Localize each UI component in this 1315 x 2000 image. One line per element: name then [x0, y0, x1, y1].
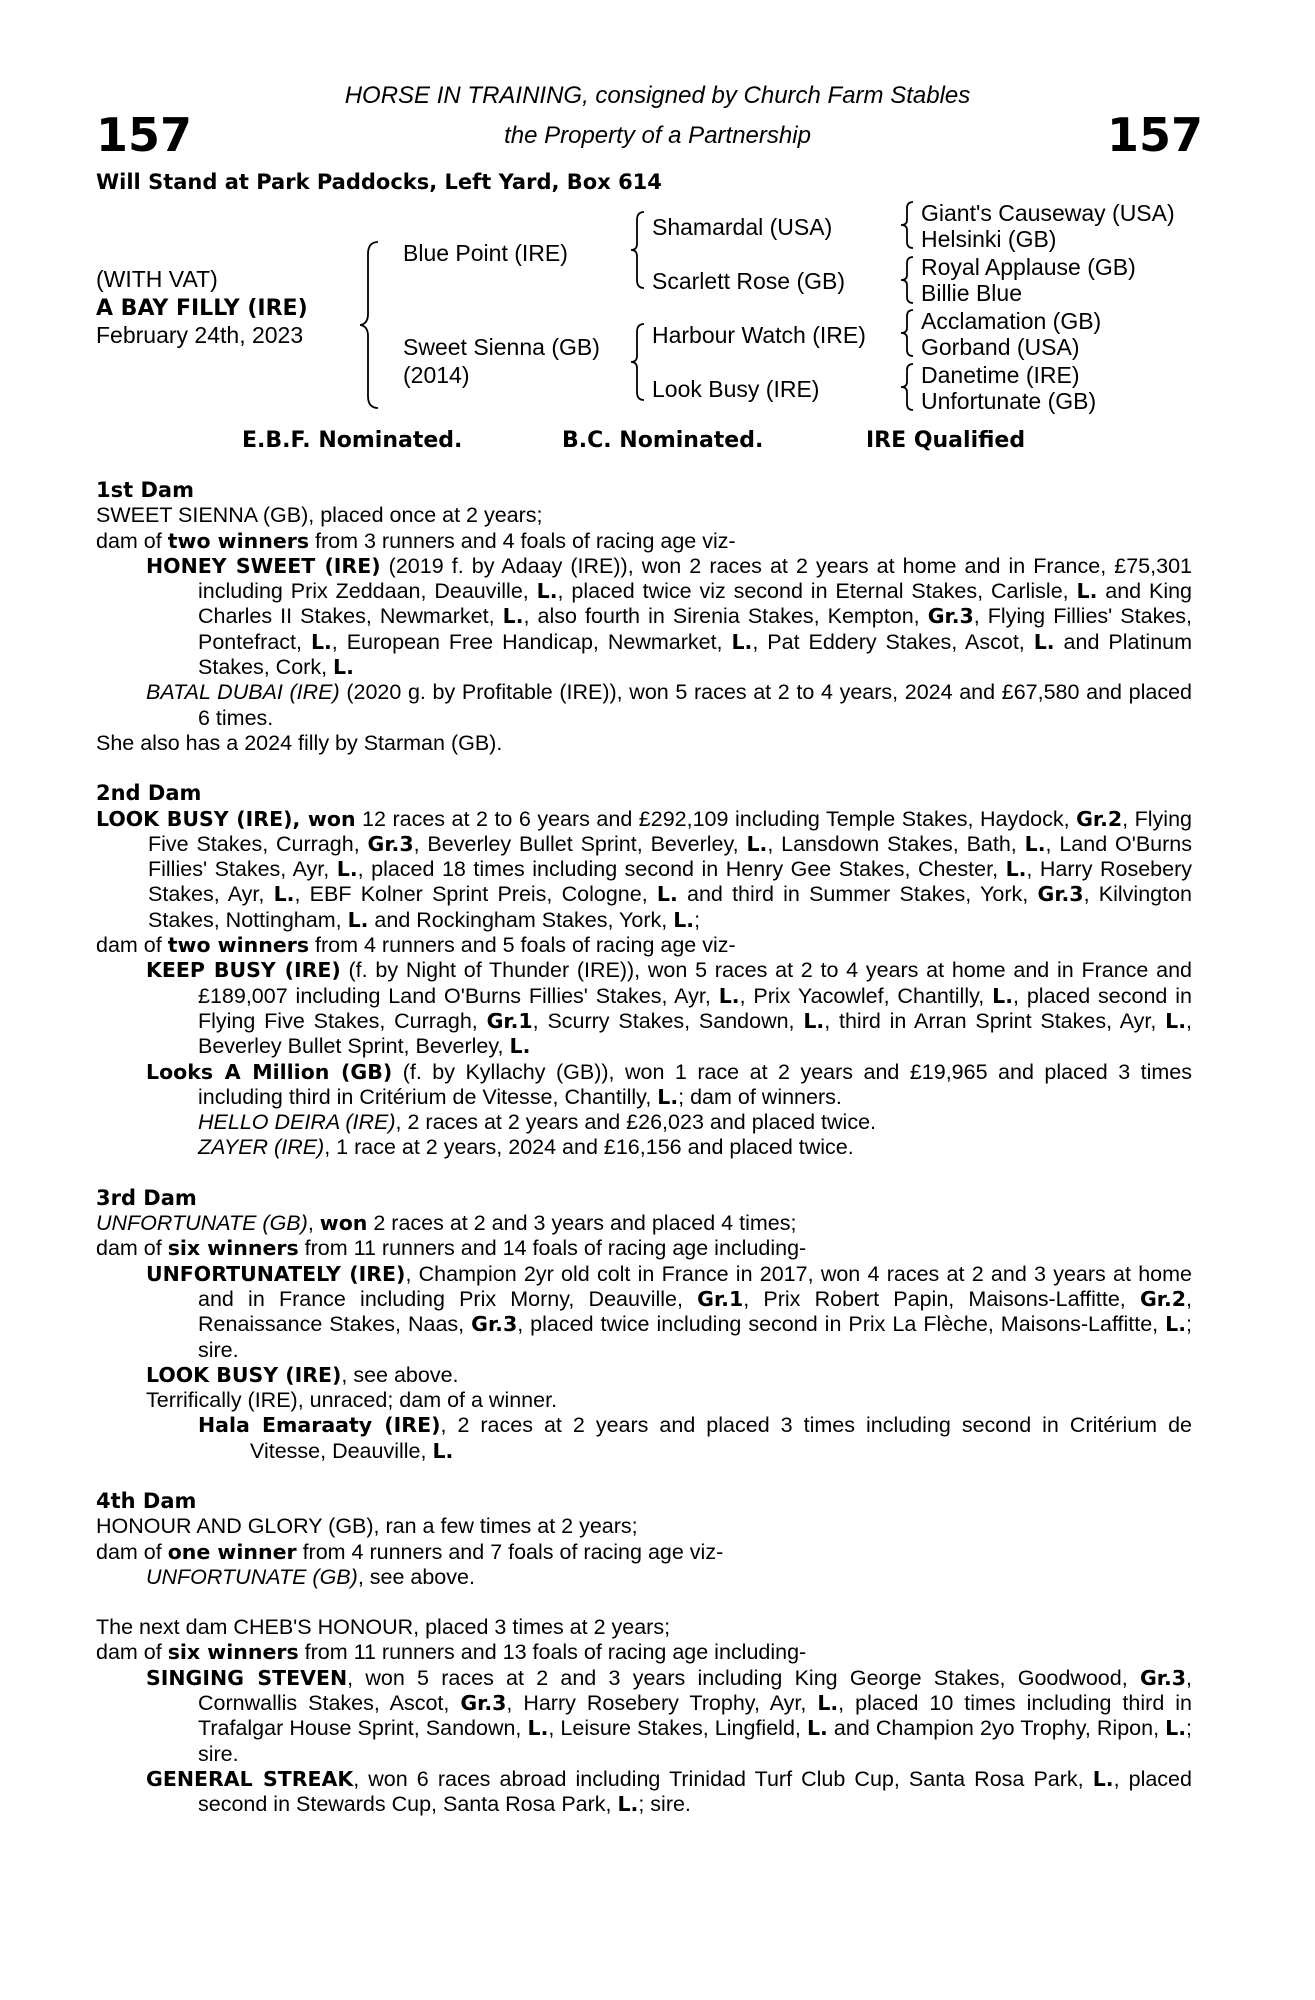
dam2-produce-line: dam of two winners from 4 runners and 5 foals of racing age viz-: [96, 933, 736, 958]
produce-entry-zayer: ZAYER (IRE), 1 race at 2 years, 2024 and £16,156 and placed twice.: [198, 1135, 854, 1160]
horse-name: A BAY FILLY (IRE): [96, 296, 308, 321]
horse-name-keep-busy: KEEP BUSY (IRE): [146, 958, 341, 983]
produce-entry-unfortunate: UNFORTUNATE (GB), see above.: [146, 1564, 475, 1589]
page-title: HORSE IN TRAINING, consigned by Church Farm Stables: [344, 82, 971, 109]
pedigree-dam-dam: Look Busy (IRE): [652, 376, 820, 402]
lot-number-right: 157: [1106, 108, 1203, 162]
section-heading-1st-dam: 1st Dam: [96, 478, 194, 502]
pedigree-gg-8: Unfortunate (GB): [921, 388, 1097, 414]
pedigree-brace-dam: [630, 322, 652, 402]
next-dam-summary: The next dam CHEB'S HONOUR, placed 3 times at 2 years;: [96, 1615, 671, 1640]
produce-entry-unfortunately: UNFORTUNATELY (IRE), Champion 2yr old colt in France in 2017, won 4 races at 2 and 3 years at home and in France including Prix Morny, Deauville, Gr.1, Prix Robert Papin, Maisons-Laffitte, Gr.2, Renaissance Stakes, Naas, Gr.3, placed twice including second in Prix La Flèche, Maisons-Laffitte, L.; sire.: [146, 1261, 1193, 1362]
produce-entry-batal-dubai: BATAL DUBAI (IRE) (2020 g. by Profitable (IRE)), won 5 races at 2 to 4 years, 2024 and £67,580 and placed 6 times.: [146, 680, 1192, 730]
pedigree-dam: Sweet Sienna (GB): [403, 334, 600, 360]
next-dam-produce-line: dam of six winners from 11 runners and 13 foals of racing age including-: [96, 1640, 807, 1665]
pedigree-brace-gg4: [900, 362, 920, 412]
pedigree-brace-gg1: [900, 200, 920, 250]
produce-entry-look-busy: LOOK BUSY (IRE), see above.: [146, 1362, 459, 1387]
pedigree-brace-sire: [630, 210, 652, 290]
pedigree-gg-1: Giant's Causeway (USA): [921, 200, 1175, 226]
pedigree-brace-gg3: [900, 308, 920, 358]
pedigree-gg-3: Royal Applause (GB): [921, 254, 1136, 280]
pedigree-sire-dam: Scarlett Rose (GB): [652, 268, 845, 294]
pedigree-gg-6: Gorband (USA): [921, 334, 1080, 360]
page-subtitle: the Property of a Partnership: [504, 122, 811, 149]
horse-name-batal-dubai: BATAL DUBAI (IRE): [146, 680, 340, 705]
dam4-summary: HONOUR AND GLORY (GB), ran a few times at 2 years;: [96, 1514, 638, 1539]
produce-entry-hello-deira: HELLO DEIRA (IRE), 2 races at 2 years and £26,023 and placed twice.: [198, 1110, 877, 1135]
dam1-summary: SWEET SIENNA (GB), placed once at 2 years;: [96, 503, 543, 528]
dam4-produce-line: dam of one winner from 4 runners and 7 foals of racing age viz-: [96, 1539, 724, 1564]
bc-nominated: B.C. Nominated.: [562, 428, 764, 453]
produce-entry-general-streak: GENERAL STREAK, won 6 races abroad including Trinidad Turf Club Cup, Santa Rosa Park, L., placed second in Stewards Cup, Santa Rosa Park, L.; sire.: [146, 1766, 1192, 1817]
pedigree-dam-year: (2014): [403, 362, 470, 388]
horse-name-looks-a-million: Looks A Million (GB): [146, 1059, 393, 1084]
pedigree-gg-7: Danetime (IRE): [921, 362, 1080, 388]
pedigree-brace-main: [360, 240, 390, 410]
dam1-note: She also has a 2024 filly by Starman (GB).: [96, 730, 503, 755]
dam3-produce-line: dam of six winners from 11 runners and 14 foals of racing age including-: [96, 1236, 807, 1261]
ire-qualified: IRE Qualified: [866, 428, 1026, 453]
section-heading-2nd-dam: 2nd Dam: [96, 781, 202, 806]
foaling-date: February 24th, 2023: [96, 322, 304, 348]
produce-entry-looks-a-million: Looks A Million (GB) (f. by Kyllachy (GB)), won 1 race at 2 years and £19,965 and placed 3 times including third in Critérium de Vitesse, Chantilly, L.; dam of winners.: [146, 1059, 1192, 1109]
lot-number-left: 157: [96, 108, 193, 162]
dam2-summary: LOOK BUSY (IRE), won 12 races at 2 to 6 years and £292,109 including Temple Stakes, Haydock, Gr.2, Flying Five Stakes, Curragh, Gr.3, Beverley Bullet Sprint, Beverley, L., Lansdown Stakes, Bath, L., Land O'Burns Fillies' Stakes, Ayr, L., placed 18 times including second in Henry Gee Stakes, Chester, L., Harry Rosebery Stakes, Ayr, L., EBF Kolner Sprint Preis, Cologne, L. and third in Summer Stakes, York, Gr.3, Kilvington Stakes, Nottingham, L. and Rockingham Stakes, York, L.;: [96, 806, 1193, 932]
vat-label: (WITH VAT): [96, 266, 218, 292]
horse-name-honey-sweet: HONEY SWEET (IRE): [146, 553, 381, 578]
pedigree-dam-sire: Harbour Watch (IRE): [652, 322, 866, 348]
pedigree-sire: Blue Point (IRE): [403, 240, 568, 266]
pedigree-gg-4: Billie Blue: [921, 280, 1022, 306]
dam3-summary: UNFORTUNATE (GB), won 2 races at 2 and 3 years and placed 4 times;: [96, 1211, 797, 1236]
produce-entry-singing-steven: SINGING STEVEN, won 5 races at 2 and 3 years including King George Stakes, Goodwood, Gr.3, Cornwallis Stakes, Ascot, Gr.3, Harry Rosebery Trophy, Ayr, L., placed 10 times including third in Trafalgar House Sprint, Sandown, L., Leisure Stakes, Lingfield, L. and Champion 2yo Trophy, Ripon, L.; sire.: [146, 1665, 1192, 1766]
ebf-nominated: E.B.F. Nominated.: [242, 428, 463, 453]
produce-entry-terrifically: Terrifically (IRE), unraced; dam of a winner.: [146, 1388, 558, 1413]
pedigree-sire-sire: Shamardal (USA): [652, 214, 833, 240]
pedigree-gg-5: Acclamation (GB): [921, 308, 1102, 334]
stand-location: Will Stand at Park Paddocks, Left Yard, Box 614: [96, 170, 662, 194]
produce-entry-hala-emaraaty: Hala Emaraaty (IRE), 2 races at 2 years and placed 3 times including second in Critérium de Vitesse, Deauville, L.: [198, 1413, 1192, 1463]
pedigree-gg-2: Helsinki (GB): [921, 226, 1057, 252]
dam1-produce-line: dam of two winners from 3 runners and 4 foals of racing age viz-: [96, 528, 736, 553]
section-heading-4th-dam: 4th Dam: [96, 1488, 197, 1513]
pedigree-brace-gg2: [900, 255, 920, 305]
produce-entry-honey-sweet: HONEY SWEET (IRE) (2019 f. by Adaay (IRE)), won 2 races at 2 years at home and in France, £75,301 including Prix Zeddaan, Deauville, L., placed twice viz second in Eternal Stakes, Carlisle, L. and King Charles II Stakes, Newmarket, L., also fourth in Sirenia Stakes, Kempton, Gr.3, Flying Fillies' Stakes, Pontefract, L., European Free Handicap, Newmarket, L., Pat Eddery Stakes, Ascot, L. and Platinum Stakes, Cork, L.: [146, 553, 1193, 680]
produce-entry-keep-busy: KEEP BUSY (IRE) (f. by Night of Thunder (IRE)), won 5 races at 2 to 4 years at home and in France and £189,007 including Land O'Burns Fillies' Stakes, Ayr, L., Prix Yacowlef, Chantilly, L., placed second in Flying Five Stakes, Curragh, Gr.1, Scurry Stakes, Sandown, L., third in Arran Sprint Stakes, Ayr, L., Beverley Bullet Sprint, Beverley, L.: [146, 958, 1193, 1059]
section-heading-3rd-dam: 3rd Dam: [96, 1185, 197, 1210]
catalogue-body: [96, 478, 1192, 1818]
